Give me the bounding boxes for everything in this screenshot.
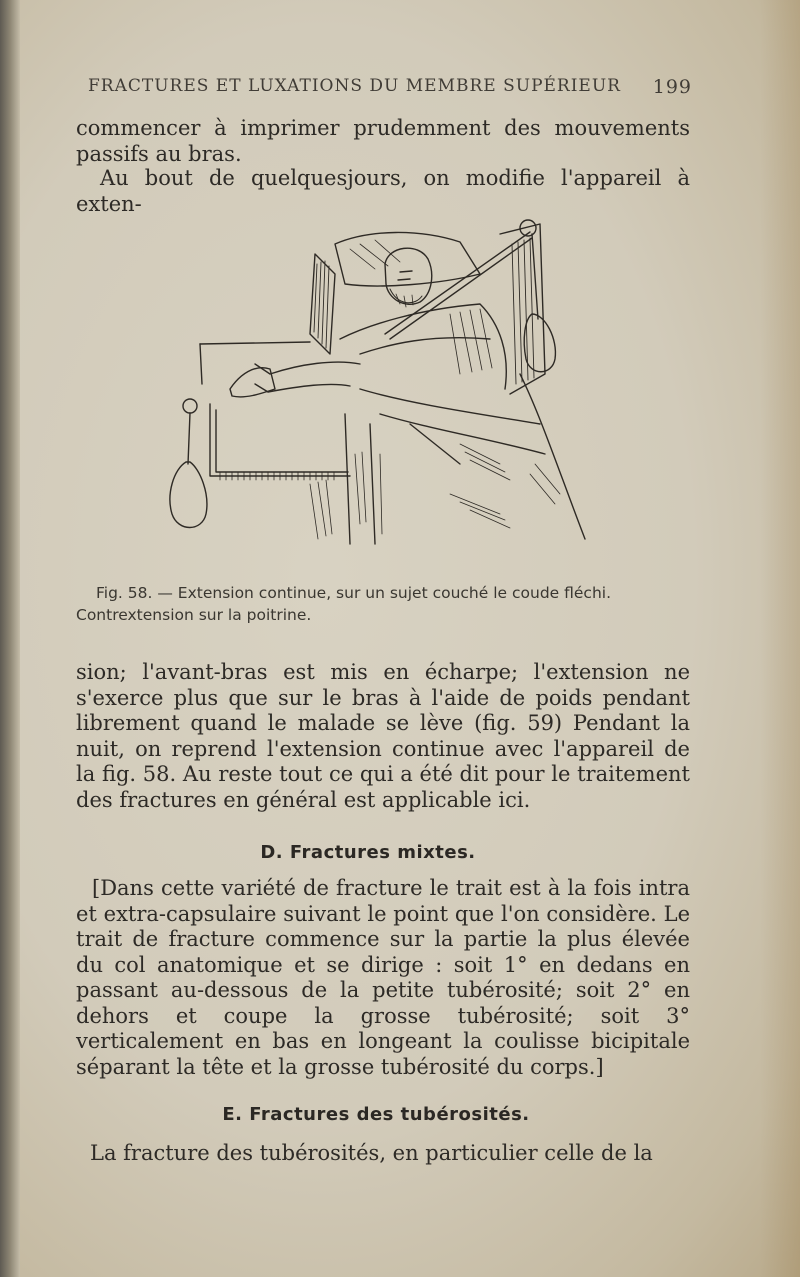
figure-58-illustration xyxy=(160,214,600,562)
caption-line-1: Fig. 58. — Extension continue, sur un sujet couché le coude fléchi. xyxy=(96,584,611,602)
section-heading-e: E. Fractures des tubérosités. xyxy=(222,1104,530,1125)
paragraph-sion: sion; l'avant-bras est mis en écharpe; l'extension ne s'exerce plus que sur le bras à l'aide de poids pendant librement quand le malade se lève (fig. 59) Pendant la nuit, on reprend l'extension continue avec l'appareil de la fig. 58. Au reste tout ce qui a été dit pour le traitement des fractures en général est applicable ici. xyxy=(76,660,690,812)
book-spine xyxy=(0,0,20,1277)
paragraph-continuation: commencer à imprimer prudemment des mouvements passifs au bras. xyxy=(76,116,690,166)
paragraph-fractures-mixtes: [Dans cette variété de fracture le trait est à la fois intra et extra-capsulaire suivant le point que l'on considère. Le trait de fracture commence sur la partie la plus élevée du col anatomique et se dirige : soit 1° en dedans en passant au-dessous de la petite tubérosité; soit 2° en dehors et coupe la grosse tubérosité; soit 3° verticalement en bas en longeant la coulisse bicipitale séparant la tête et la grosse tubérosité du corps.] xyxy=(76,876,690,1079)
section-heading-d: D. Fractures mixtes. xyxy=(260,842,476,863)
paragraph-extension: Au bout de quelquesjours, on modifie l'appareil à exten- xyxy=(76,166,690,216)
figure-caption xyxy=(76,582,696,626)
header-title: FRACTURES ET LUXATIONS DU MEMBRE SUPÉRIEUR xyxy=(88,76,621,96)
page-number: 199 xyxy=(652,76,692,98)
caption-line-2: Contrextension sur la poitrine. xyxy=(76,606,312,624)
paragraph-tuberosites: La fracture des tubérosités, en particulier celle de la xyxy=(90,1141,653,1165)
page-edge-shadow xyxy=(760,0,800,1277)
